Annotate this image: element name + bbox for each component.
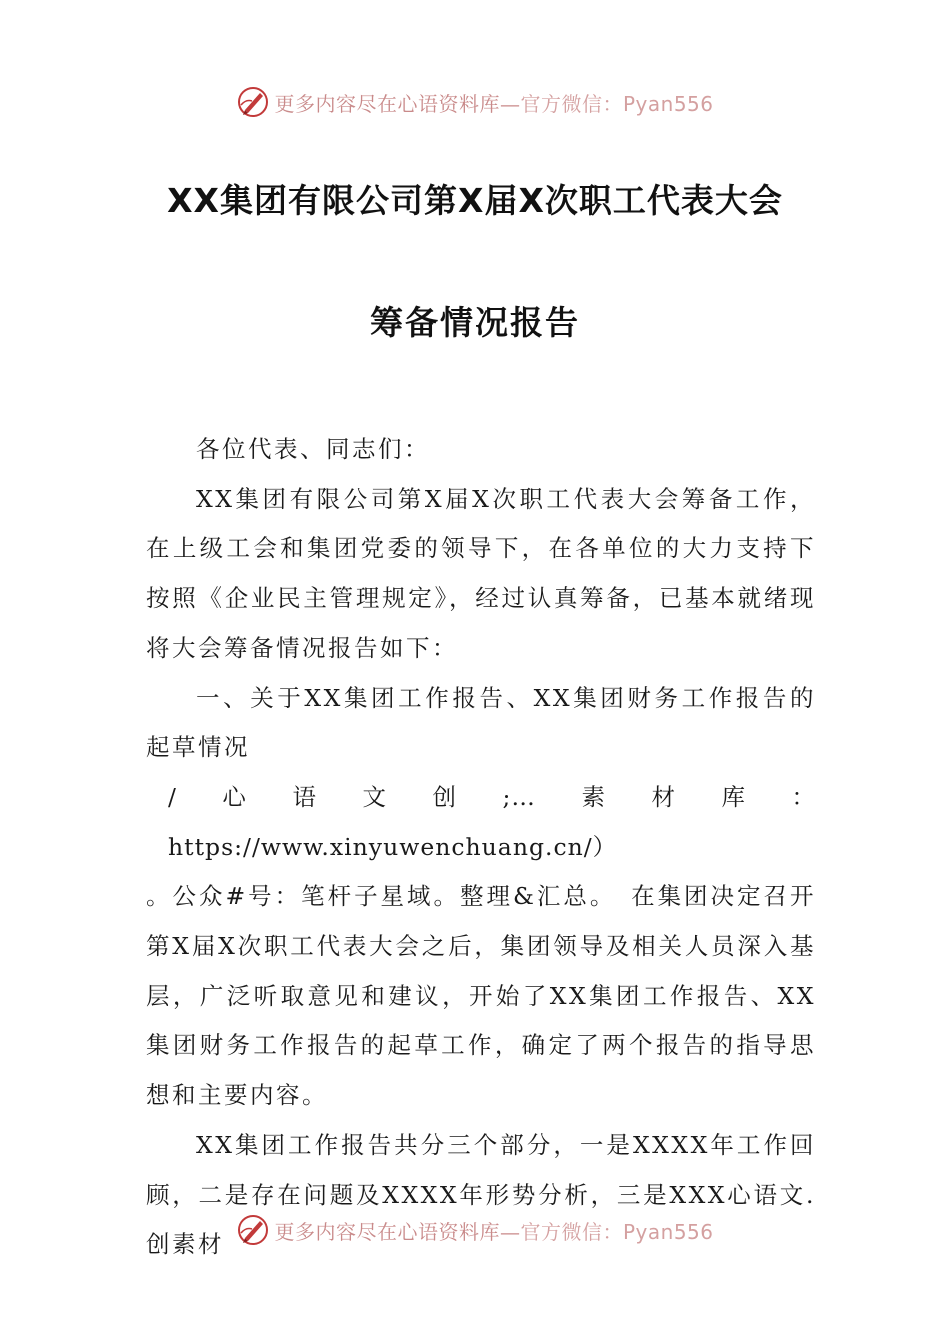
paragraph-intro: XX集团有限公司第X届X次职工代表大会筹备工作，在上级工会和集团党委的领导下，在各单位的大力支持下按照《企业民主管理规定》，经过认真筹备，已基本就绪现将大会筹备情况报告如下： bbox=[146, 484, 816, 662]
header-watermark bbox=[0, 82, 950, 122]
banner-main-text: 更多内容尽在心语资料库— bbox=[274, 1219, 521, 1244]
banner-wechat-label: 官方微信： bbox=[520, 91, 623, 116]
pen-logo-icon bbox=[236, 85, 270, 119]
pen-logo-icon bbox=[236, 1213, 270, 1247]
doc-title-line2: 筹备情况报告 bbox=[370, 303, 580, 342]
document-body bbox=[146, 425, 816, 1270]
salutation: 各位代表、同志们： bbox=[196, 435, 430, 463]
section-heading-1: 一、关于XX集团工作报告、XX集团财务工作报告的起草情况 bbox=[146, 683, 816, 762]
doc-title-line1: XX集团有限公司第X届X次职工代表大会 bbox=[167, 181, 783, 220]
banner-main-text: 更多内容尽在心语资料库— bbox=[274, 91, 521, 116]
banner-wechat-label: 官方微信： bbox=[520, 1219, 623, 1244]
banner-wechat-id: Pyan556 bbox=[622, 1219, 714, 1244]
paragraph-report-structure: XX集团工作报告共分三个部分，一是XXXX年工作回顾，二是存在问题及XXXX年形势分析，三是XXX心语文.创素材 bbox=[146, 1130, 816, 1259]
paragraph-drafting: 。公众#号：笔杆子星域。整理&汇总。 在集团决定召开第X届X次职工代表大会之后，集团领导及相关人员深入基层，广泛听取意见和建议，开始了XX集团工作报告、XX集团财务工作报告的起草工作，确定了两个报告的指导思想和主要内容。 bbox=[146, 882, 816, 1110]
banner-wechat-id: Pyan556 bbox=[622, 91, 714, 116]
source-url-line: /心语文创;…素材库：https://www.xinyuwenchuang.cn/） bbox=[168, 782, 816, 861]
footer-watermark bbox=[0, 1210, 950, 1250]
